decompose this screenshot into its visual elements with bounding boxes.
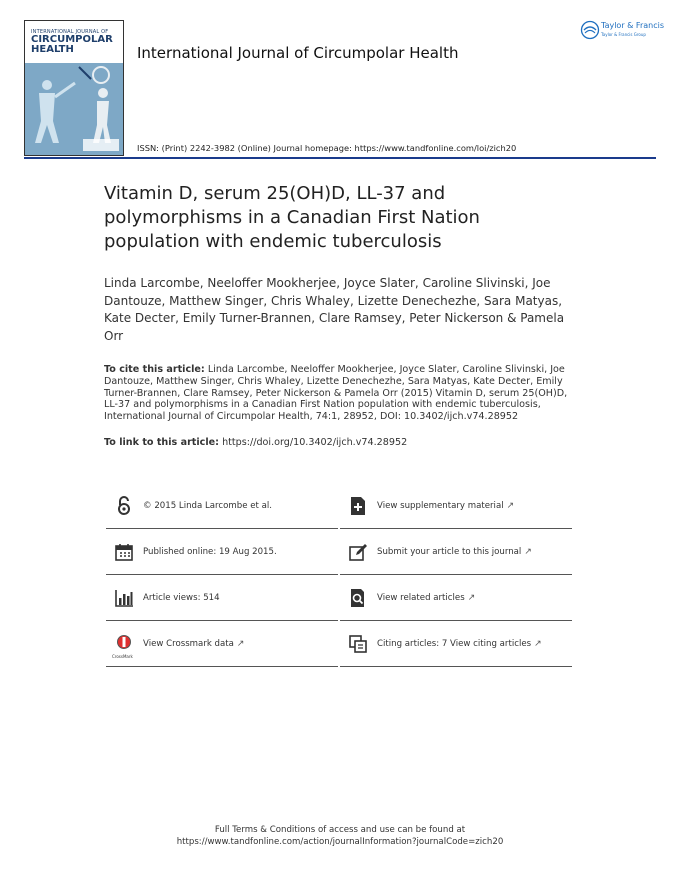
cover-title-line1: CIRCUMPOLAR [31,34,113,45]
article-title: Vitamin D, serum 25(OH)D, LL-37 and polymorphisms in a Canadian First Nation population with endemic tuberculosis [104,183,480,252]
views-cell [106,576,338,621]
issn-homepage-line[interactable]: ISSN: (Print) 2242-3982 (Online) Journal homepage: https://www.tandfonline.com/loi/zich20 [137,143,517,153]
cover-title-line2: HEALTH [31,44,74,55]
crossmark-icon-label: CrossMark [112,654,133,659]
citing-documents-icon [348,634,368,654]
search-document-icon [348,588,368,608]
crossmark-cell[interactable] [106,622,338,667]
cite-label: To cite this article: [104,364,205,375]
journal-cover-image [24,20,124,156]
external-link-icon: ↗ [506,501,515,511]
open-access-lock-icon [114,496,134,516]
publisher-logo-icon [580,20,600,40]
citing-cell[interactable] [340,622,572,667]
citation-block [104,364,574,423]
published-date: Published online: 19 Aug 2015. [143,547,277,557]
license-text: © 2015 Linda Larcombe et al. [143,501,273,511]
external-link-icon: ↗ [534,639,542,649]
journal-title[interactable]: International Journal of Circumpolar Health [137,44,459,62]
crossmark-icon [114,634,134,654]
terms-url[interactable]: https://www.tandfonline.com/action/journalInformation?journalCode=zich20 [176,837,504,847]
license-cell [106,484,338,529]
edit-pencil-icon [348,542,368,562]
terms-text: Full Terms & Conditions of access and use can be found at [214,825,466,835]
cite-text: Linda Larcombe, Neeloffer Mookherjee, Joyce Slater, Caroline Slivinski, Joe Dantouze, Matthew Singer, Chris Whaley, Lizette Denechezhe, Sara Matyas, Kate Decter, Emily Turner-Brannen, Clare Ramsey, Peter Nickerson & Pamela Orr (2015) Vitamin D, serum 25(OH)D, LL-37 and polymorphisms in a Canadian First Nation population with endemic tuberculosis, International Journal of Circumpolar Health, 74:1, 28952, DOI: 10.3402/ijch.v74.28952 [104,364,568,423]
submit-article-link[interactable]: Submit your article to this journal ↗ [377,547,532,557]
header-divider [24,157,656,159]
submit-cell[interactable] [340,530,572,575]
published-cell [106,530,338,575]
related-articles-link[interactable]: View related articles ↗ [377,593,476,603]
publisher-name: Taylor & Francis [601,21,664,30]
citing-articles-link[interactable]: Citing articles: 7 View citing articles ↗ [377,639,542,649]
document-plus-icon [348,496,368,516]
external-link-icon: ↗ [236,639,245,649]
publisher-subtitle: Taylor & Francis Group [601,32,646,37]
doi-link[interactable]: https://doi.org/10.3402/ijch.v74.28952 [222,437,408,448]
article-link-line [104,437,407,448]
external-link-icon: ↗ [467,593,476,603]
supplementary-cell[interactable] [340,484,572,529]
calendar-icon [114,542,134,562]
related-cell[interactable] [340,576,572,621]
bar-chart-icon [114,588,134,608]
supplementary-link[interactable]: View supplementary material ↗ [377,501,515,511]
link-label: To link to this article: [104,437,219,448]
article-authors: Linda Larcombe, Neeloffer Mookherjee, Joyce Slater, Caroline Slivinski, Joe Dantouze, Matthew Singer, Chris Whaley, Lizette Denechezhe, Sara Matyas, Kate Decter, Emily Turner-Brannen, Clare Ramsey, Peter Nickerson & Pamela Orr [104,276,565,343]
cover-small-title: INTERNATIONAL JOURNAL OF [31,29,109,35]
article-views: Article views: 514 [143,593,220,603]
cover-illustration [25,63,123,155]
external-link-icon: ↗ [524,547,532,557]
crossmark-link[interactable]: View Crossmark data ↗ [143,639,245,649]
